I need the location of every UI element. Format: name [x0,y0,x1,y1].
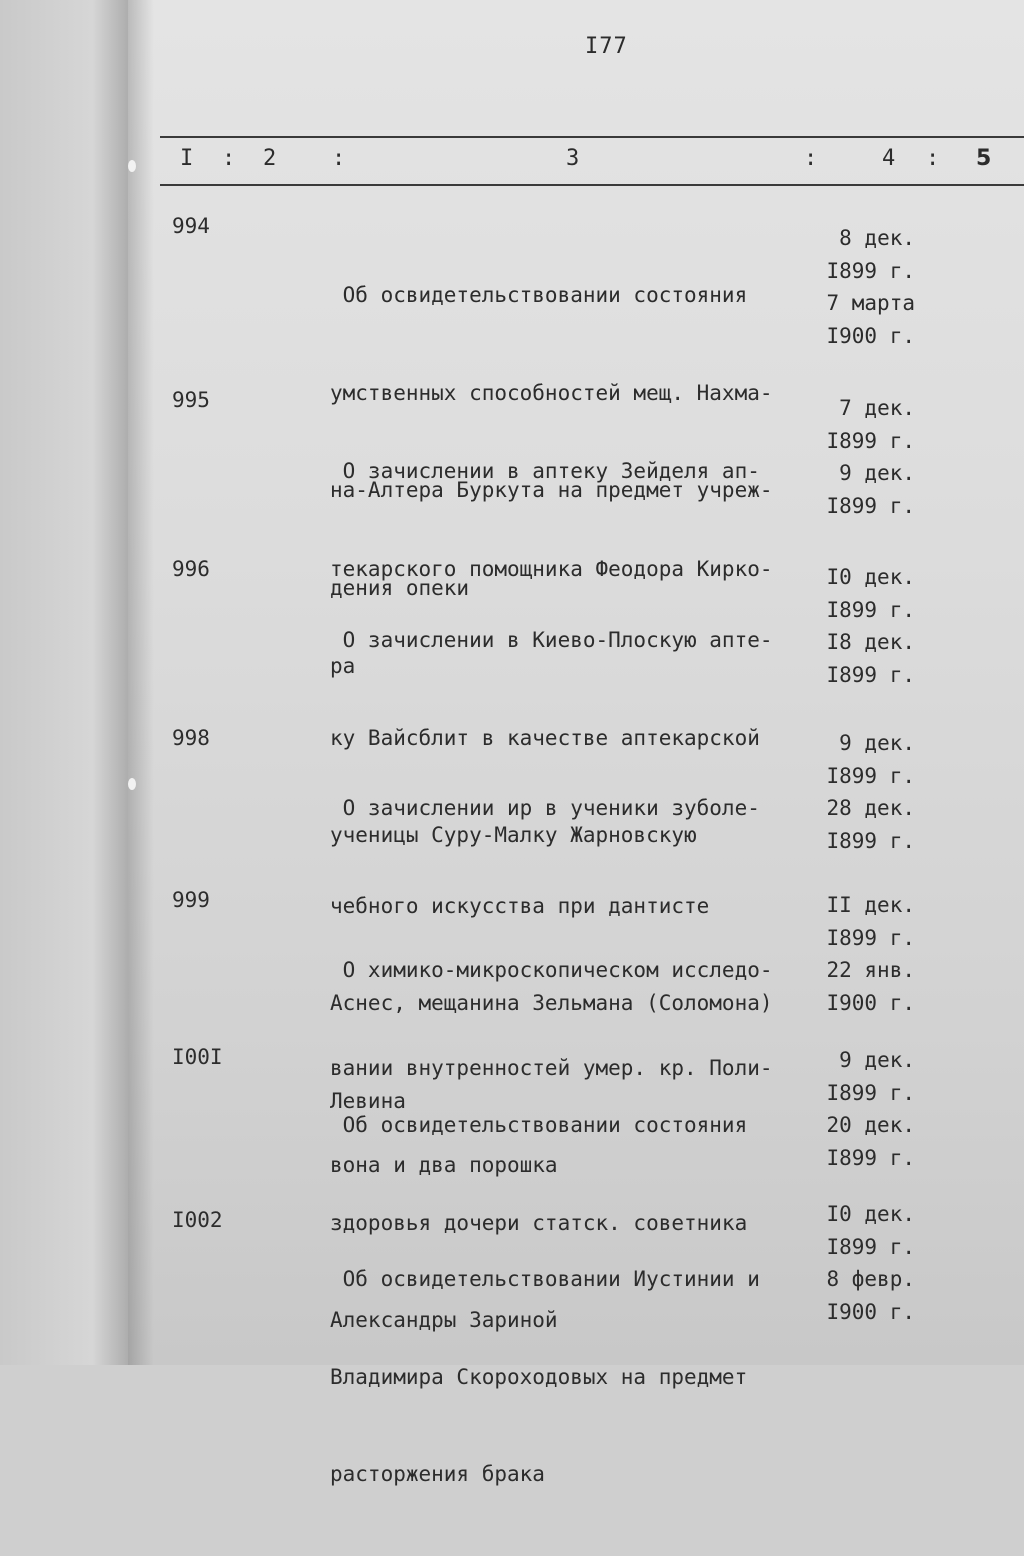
entry-dates [790,1198,915,1328]
date-line: I899 г. [826,597,915,622]
column-separator: : [222,146,236,171]
date-line: 9 дек. [839,731,915,755]
entry-number: 998 [172,726,210,750]
description-line: Об освидетельствовании состояния [330,1113,748,1137]
description-line: вона и два порошка [330,1153,558,1177]
date-line: I0 дек. [826,565,915,589]
column-separator: : [332,146,346,171]
entry-number: 999 [172,888,210,912]
header-rule-bottom [160,184,1024,186]
date-line: 9 дек. [839,1048,915,1072]
description-line: Об освидетельствовании Иустинии и [330,1267,760,1291]
description-line: умственных способностей мещ. Нахма- [330,380,773,405]
description-line: чебного искусства при дантисте [330,893,710,918]
entry-number: I002 [172,1208,223,1232]
date-line: I899 г. [826,493,915,518]
column-header-4: 4 [882,146,896,171]
entry-dates [790,889,915,1019]
facing-page-edge [0,0,132,1365]
date-line: 22 янв. [826,958,915,982]
description-line: текарского помощника Феодора Кирко- [330,556,773,581]
entry-dates [790,222,915,352]
description-line: здоровья дочери статск. советника [330,1210,748,1235]
entry-dates [790,1044,915,1174]
date-line: I899 г. [826,763,915,788]
date-line: I900 г. [826,1299,915,1324]
date-line: I899 г. [826,828,915,853]
description-line: Владимира Скороходовых на предмет [330,1364,748,1389]
date-line: 20 дек. [826,1113,915,1137]
date-line: I899 г. [826,1234,915,1259]
date-line: 28 дек. [826,796,915,820]
binding-hole [128,160,136,172]
entry-number: 996 [172,557,210,581]
column-separator: : [926,146,940,171]
entry-number: I00I [172,1045,223,1069]
description-line: Александры Зариной [330,1308,558,1332]
entry-dates [790,392,915,522]
description-line: О зачислении в Киево-Плоскую апте- [330,628,773,652]
date-line: II дек. [826,893,915,917]
date-line: I8 дек. [826,630,915,654]
column-separator: : [804,146,818,171]
entry-description [330,1198,760,1556]
description-line: Левина [330,1088,406,1113]
description-line: Аснес, мещанина Зельмана (Соломона) [330,991,773,1015]
date-line: 8 февр. [826,1267,915,1291]
column-header-1: I [180,146,194,171]
date-line: I899 г. [826,258,915,283]
date-line: I900 г. [826,990,915,1015]
description-line: О зачислении в аптеку Зейделя ап- [330,459,760,483]
entry-number: 994 [172,214,210,238]
entry-dates [790,727,915,857]
entry-dates [790,561,915,691]
date-line: 7 дек. [839,396,915,420]
date-line: I900 г. [826,323,915,348]
binding-shadow [128,0,154,1365]
description-line: ку Вайсблит в качестве аптекарской [330,725,760,750]
description-line: вании внутренностей умер. кр. Поли- [330,1055,773,1080]
date-line: 9 дек. [839,461,915,485]
description-line: ра [330,654,356,678]
description-line: дения опеки [330,575,470,600]
column-header-2: 2 [263,146,277,171]
page-number: I77 [585,34,628,59]
column-header-3: 3 [566,146,580,171]
date-line: I899 г. [826,1080,915,1105]
date-line: I0 дек. [826,1202,915,1226]
binding-hole [128,778,136,790]
column-header-5: 5 [976,146,992,171]
description-line: Об освидетельствовании состояния [330,283,748,307]
date-line: 7 марта [826,291,915,315]
header-rule-top [160,136,1024,138]
description-line: ученицы Суру-Малку Жарновскую [330,823,697,847]
description-line: О химико-микроскопическом исследо- [330,958,773,982]
entry-number: 995 [172,388,210,412]
date-line: I899 г. [826,662,915,687]
date-line: I899 г. [826,1145,915,1170]
date-line: I899 г. [826,925,915,950]
date-line: I899 г. [826,428,915,453]
description-line: расторжения брака [330,1462,545,1486]
description-line: О зачислении ир в ученики зуболе- [330,796,760,820]
description-line: на-Алтера Буркута на предмет учреж- [330,478,773,502]
date-line: 8 дек. [839,226,915,250]
